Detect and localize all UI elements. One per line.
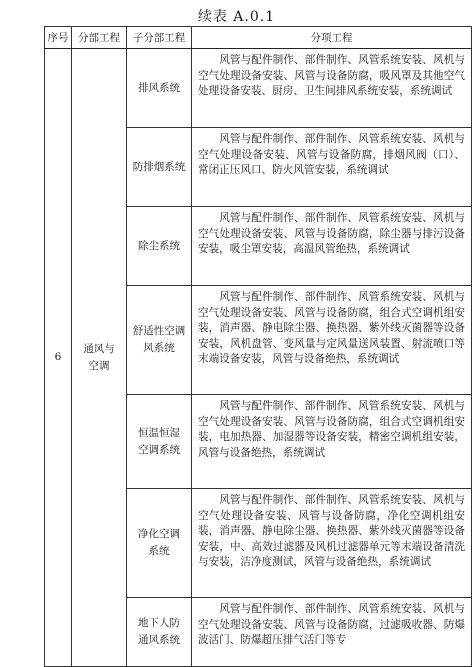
items-cell: 风管与配件制作、部件制作、风管系统安装、风机与空气处理设备安装、风管与设备防腐，净化空调机组安装，消声器、静电除尘器、换热器、紫外线灭菌器等设备安装，中、高效过滤器及风机过滤器单元等末端设备清洗与安装，洁净度测试，风管与设备绝热，系统调试 [192,489,472,598]
subdivision-label: 净化空调系统 [138,528,180,557]
items-cell: 风管与配件制作、部件制作、风管系统安装、风机与空气处理设备安装、风管与设备防腐，组合式空调机组安装，消声器、静电除尘器、换热器、紫外线灭菌器等设备安装，风机盘管、变风量与定风量送风装置、射流喷口等末端设备安装，风管与设备绝热，系统调试 [192,286,472,395]
subdivision-cell [127,395,192,489]
subdivision-label: 舒适性空调风系统 [132,325,186,354]
header-items: 分项工程 [192,27,472,49]
items-cell: 风管与配件制作、部件制作、风管系统安装、风机与空气处理设备安装、风管与设备防腐，过滤吸收器、防爆波活门、防爆超压排气活门等专 [192,598,472,667]
subdivision-cell [127,286,192,395]
table-row [45,49,472,128]
table-header-row [45,27,472,49]
subdivision-label: 恒温恒湿空调系统 [138,426,180,456]
header-subdivision: 子分部工程 [127,27,192,49]
header-division: 分部工程 [72,27,127,49]
subdivision-cell: 除尘系统 [127,207,192,286]
items-cell: 风管与配件制作、部件制作、风管系统安装、风机与空气处理设备安装、风管与设备防腐，除尘器与排污设备安装，吸尘罩安装，高温风管绝热，系统调试 [192,207,472,286]
subdivision-cell: 排风系统 [127,49,192,128]
header-serial-number: 序号 [45,27,72,49]
page-title: 续表 A.0.1 [197,9,276,25]
division-label: 通风与空调 [83,342,115,372]
subdivision-cell: 防排烟系统 [127,128,192,207]
subdivision-cell [127,598,192,667]
items-cell: 风管与配件制作、部件制作、风管系统安装、风机与空气处理设备安装、风管与设备防腐，排烟风阀（口）、常闭正压风口、防火风管安装，系统调试 [192,128,472,207]
serial-number-cell: 6 [45,49,72,667]
project-division-table [44,26,472,667]
division-cell [72,49,127,667]
items-cell: 风管与配件制作、部件制作、风管系统安装、风机与空气处理设备安装、风管与设备防腐，组合式空调机组安装，电加热器、加湿器等设备安装，精密空调机组安装，风管与设备绝热，系统调试 [192,395,472,489]
subdivision-label: 地下人防通风系统 [138,617,180,646]
items-cell: 风管与配件制作、部件制作、风管系统安装、风机与空气处理设备安装、风管与设备防腐，吸风罩及其他空气处理设备安装、厨房、卫生间排风系统安装，系统调试 [192,49,472,128]
subdivision-cell [127,489,192,598]
